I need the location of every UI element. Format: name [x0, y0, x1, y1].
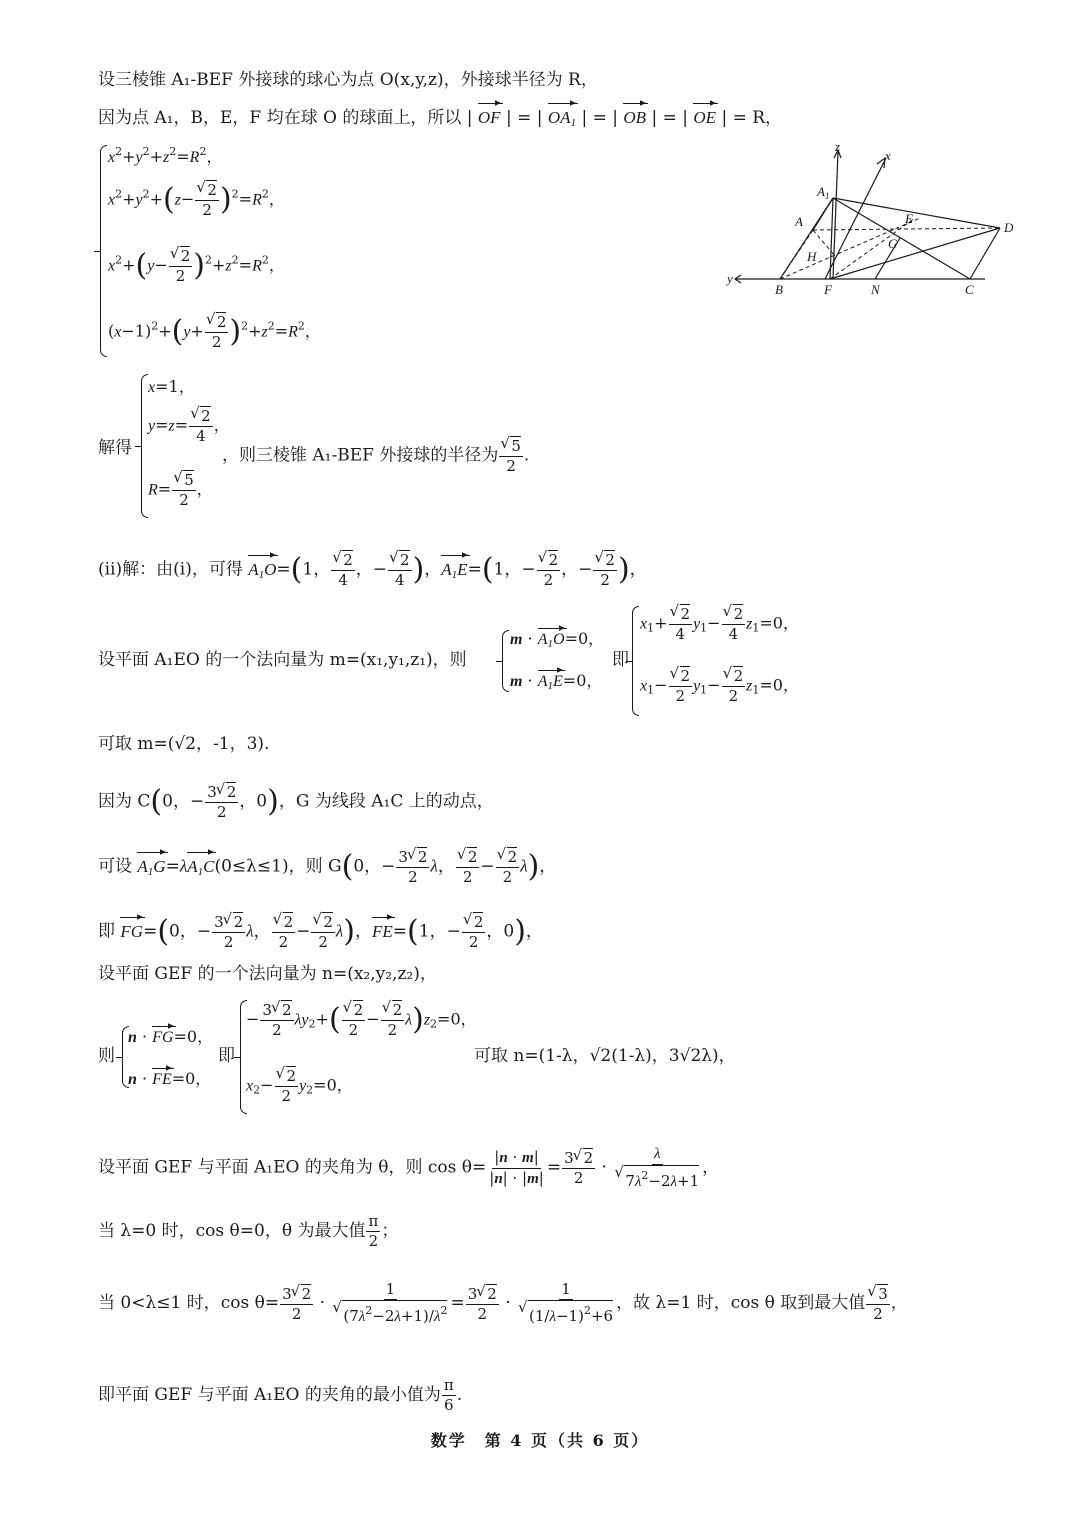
angle-line: 设平面 GEF 与平面 A₁EO 的夹角为 θ，则 cos θ= $\frac{|n \cdot m|}{|n| \cdot |m|}$ = $\frac{3√ 2}{2}$ · λ √ $7\lambda^2-2\lambda+1$ ，	[98, 1144, 719, 1192]
brace-sphere-system	[100, 145, 107, 357]
label-f: F	[824, 282, 832, 297]
label-b: B	[775, 282, 783, 297]
label-z: z	[835, 139, 841, 154]
m-value-line: 可取 m=(√2，-1，3).	[98, 734, 270, 754]
brace-plane1-equations	[632, 606, 639, 716]
text-line-2: 因为点 A₁，B，E，F 均在球 O 的球面上，所以 | OF | = | $OA_1$ | = | OB | = | OE | = R，	[98, 106, 782, 135]
plane1-equations: $x_1+$ √ $\frac{2}{4}$ $y_1-$ √ $\frac{2}{4}$ $z_1=0$， $x_1-$ √ $\frac{2}{2}$ $y_1-$ √ $\frac{2}{2}$ $z_1=0$，	[640, 600, 840, 718]
label-a1: $A_1$	[817, 184, 830, 201]
brace-plane1-conditions	[502, 630, 509, 692]
edge-f-e-dashed	[830, 218, 915, 279]
case-zero-line: 当 λ=0 时，cos θ=0，θ 为最大值 $\frac{\pi}{2}$ ；	[98, 1212, 399, 1250]
line-2-suffix: = R，	[732, 108, 783, 128]
line-2-prefix: 因为点 A₁，B，E，F 均在球 O 的球面上，所以	[98, 108, 462, 128]
case-one-line: 当 0<λ≤1 时，cos θ= $\frac{3√ 2}{2}$ · 1 √ $(7\lambda^2-2\lambda+1)/\lambda^2$ = $\frac{3√ 2}{2}$ · 1 √ $(1/\lambda-1)^2+6$ ，故 λ=1 时，cos θ 取到最大值 √ $\frac{3}{2}$ ，	[98, 1280, 908, 1327]
plane1-conditions: $m \cdot A_1O=0$， $m \cdot A_1E=0$，	[510, 629, 605, 692]
solution-system: x=1， y=z= √ $\frac{2}{4}$ ， R= √ $\frac{5}{2}$ ，	[148, 372, 268, 520]
plane2-prefix: 则	[98, 1046, 115, 1066]
plane2-conditions: n · FG=0， n · FE=0，	[128, 1027, 214, 1088]
label-n: N	[871, 282, 880, 297]
figure-svg	[725, 138, 1025, 303]
part-ii-prefix: (ⅱ)解：由(ⅰ)，可得	[98, 559, 243, 580]
part-ii-line: (ⅱ)解：由(ⅰ)，可得 $A_1O=(1$， √ $\frac{2}{4}$ ，− √ $\frac{2}{4}$ )，$A_1E=(1$，− √ $\frac{2}{2}$ ，− √ $\frac{2}{2}$ )，	[98, 550, 647, 590]
c-point-line: 因为 C(0，− $\frac{3√ 2}{2}$ ，0)，G 为线段 A₁C 上的动点，	[98, 782, 494, 822]
plane2-equations: − $\frac{3√ 2}{2}$ $\lambda y_2+$( √ $\frac{2}{2}$ − √ $\frac{2}{2}$ $\lambda)z_2=0$， $x_2-$ √ $\frac{2}{2}$ $y_2=0$，	[246, 996, 486, 1116]
label-g: G	[888, 236, 898, 251]
label-a: A	[795, 214, 803, 229]
page-footer: 数学 第 4 页（共 6 页）	[430, 1431, 650, 1450]
text-line-1: 设三棱锥 A₁-BEF 外接球的球心为点 O(x,y,z)，外接球半径为 R，	[98, 70, 598, 90]
label-x: x	[885, 148, 891, 163]
n-value-line: 可取 n=(1-λ，√2(1-λ)，3√2λ)，	[474, 1046, 736, 1066]
fg-fe-line: 即 FG=(0，− $\frac{3√ 2}{2}$ λ， √ $\frac{2}{2}$ − √ $\frac{2}{2}$ λ)，FE=(1，− √ $\frac{2}{2}$ ，0)，	[98, 912, 543, 952]
g-param-line: 可设 $A_1G=\lambda A_1C(0\le\lambda\le 1)$，则 G(0，− $\frac{3√ 2}{2}$ λ， √ $\frac{2}{2}$ − √ $\frac{2}{2}$ λ)，	[98, 847, 556, 887]
plane2-mid: 即	[218, 1046, 235, 1066]
pyramid-figure	[725, 138, 1025, 303]
plane2-line: 设平面 GEF 的一个法向量为 n=(x₂,y₂,z₂)，	[98, 964, 437, 984]
plane1-mid: 即	[612, 650, 629, 670]
conclusion-line: 即平面 GEF 与平面 A₁EO 的夹角的最小值为 $\frac{\pi}{6}$ .	[98, 1376, 463, 1414]
label-e: E	[905, 211, 913, 226]
label-c: C	[965, 282, 974, 297]
label-h: H	[807, 249, 817, 264]
brace-solution-system	[141, 374, 148, 518]
sphere-equation-system: $x^2+y^2+z^2=R^2$， $x^2+y^2+(z-$ √ $\frac{2}{2}$ )$^2=R^2$， $x^2+(y-$ √ $\frac{2}{2}$ )$^2+z^2=R^2$， $(x-1)^2+(y+$ √ $\frac{2}{2}$ )$^2+z^2=R^2$，	[108, 140, 488, 360]
solve-prefix: 解得	[98, 438, 132, 458]
z-axis	[833, 152, 838, 279]
edge-a1-a	[813, 198, 833, 230]
edge-a-d-dashed	[813, 228, 1000, 230]
label-d: D	[1004, 220, 1014, 235]
plane1-prefix: 设平面 A₁EO 的一个法向量为 m=(x₁,y₁,z₁)，则	[98, 650, 467, 670]
label-y: y	[727, 271, 733, 286]
solve-conclusion: ，则三棱锥 A₁-BEF 外接球的半径为 √ $\frac{5}{2}$ .	[222, 436, 529, 476]
